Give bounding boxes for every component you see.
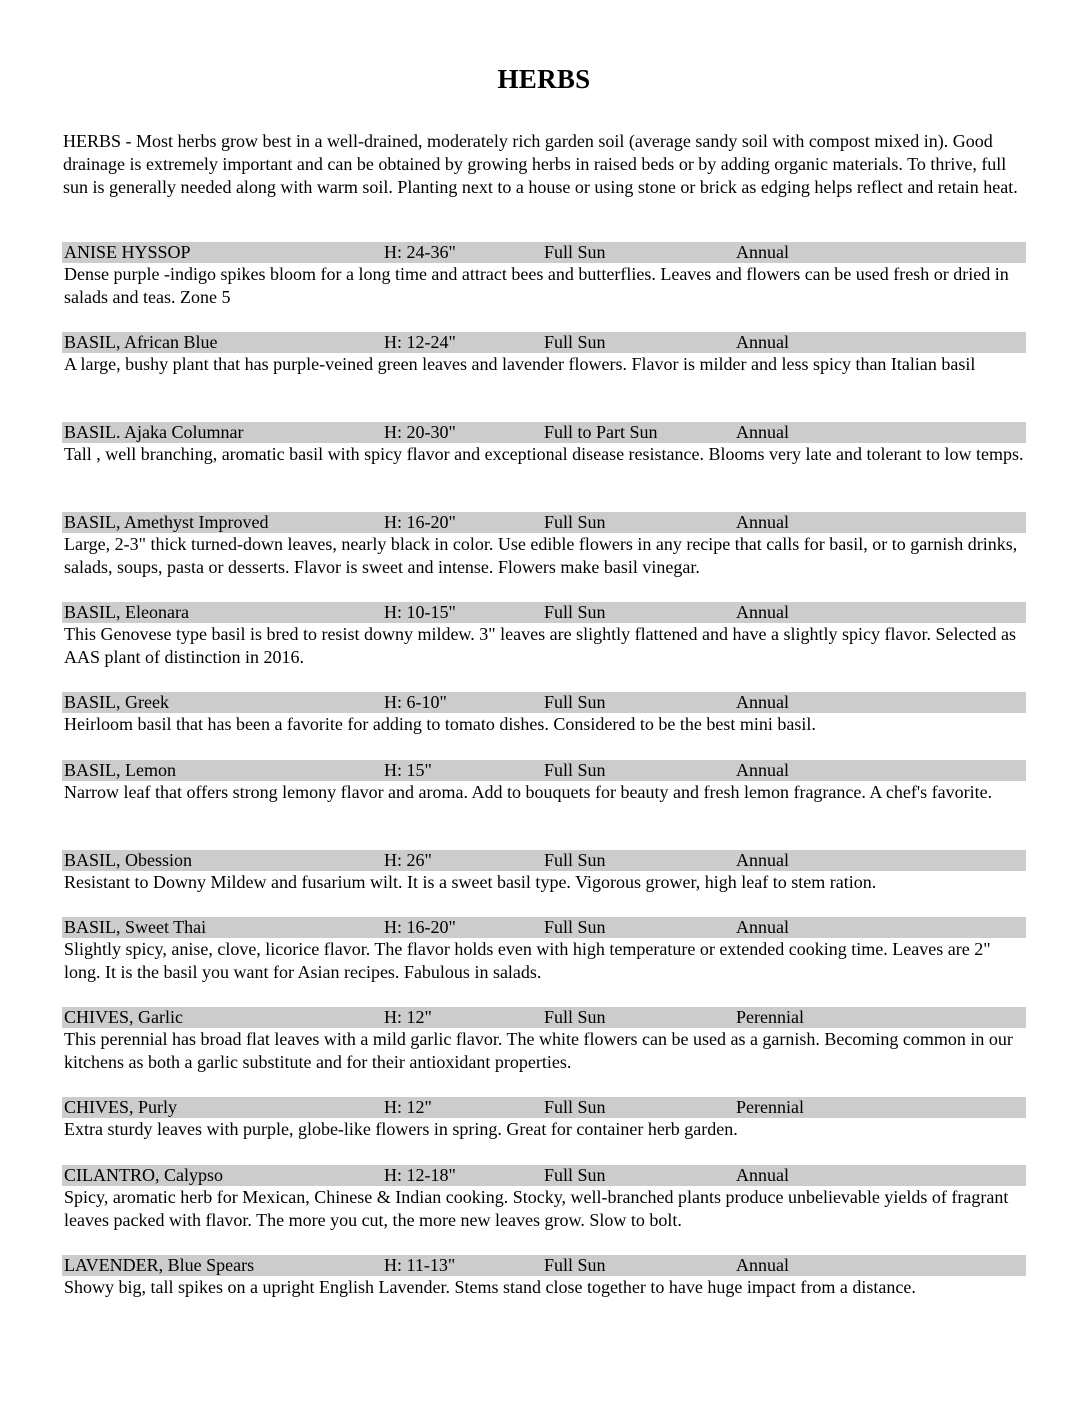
herb-entry-header — [62, 242, 1026, 263]
herb-plant-type: Perennial — [736, 1007, 804, 1027]
herb-name: CHIVES, Purly — [64, 1097, 178, 1117]
herb-name: BASIL, Sweet Thai — [64, 917, 207, 937]
herb-name: CHIVES, Garlic — [64, 1007, 183, 1027]
herb-name: BASIL. Ajaka Columnar — [64, 422, 244, 442]
herb-description: Spicy, aromatic herb for Mexican, Chinese & Indian cooking. Stocky, well-branched plants produce unbelievable yields of fragrant leaves packed with flavor. The more you cut, the more new leaves grow. Slow to bolt. — [64, 1187, 1009, 1230]
herb-entry — [62, 242, 1026, 309]
herb-entry-header — [62, 850, 1026, 871]
herb-entry — [62, 332, 1026, 376]
herb-description: Dense purple -indigo spikes bloom for a long time and attract bees and butterflies. Leaves and flowers can be used fresh or dried in salads and teas. Zone 5 — [64, 264, 1009, 307]
page-title: HERBS — [497, 64, 591, 94]
herb-entry — [62, 850, 1026, 894]
herb-description: Slightly spicy, anise, clove, licorice flavor. The flavor holds even with high temperature or extended cooking time. Leaves are 2" long. It is the basil you want for Asian recipes. Fabulous in salads. — [64, 939, 991, 982]
herb-description: Tall , well branching, aromatic basil with spicy flavor and exceptional disease resistance. Blooms very late and tolerant to low temps. — [64, 444, 1024, 464]
herb-height: H: 16-20" — [384, 917, 456, 937]
herb-entry — [62, 1255, 1026, 1299]
herb-plant-type: Perennial — [736, 1097, 804, 1117]
herb-sun-requirement: Full Sun — [544, 1255, 606, 1275]
herb-entry-header — [62, 512, 1026, 533]
intro-paragraph: HERBS - Most herbs grow best in a well-drained, moderately rich garden soil (average sandy soil with compost mixed in). Good drainage is extremely important and can be obtained by growing herbs in raised beds or by adding organic materials. To thrive, full sun is generally needed along with warm soil. Planting next to a house or using stone or brick as edging helps reflect and retain heat. — [63, 131, 1018, 198]
herb-height: H: 12" — [384, 1097, 432, 1117]
herb-entry-header — [62, 1255, 1026, 1276]
herb-description: This Genovese type basil is bred to resist downy mildew. 3" leaves are slightly flattened and have a slightly spicy flavor. Selected as AAS plant of distinction in 2016. — [64, 624, 1016, 667]
herb-entry-header — [62, 1007, 1026, 1028]
herb-plant-type: Annual — [736, 760, 789, 780]
herb-name: LAVENDER, Blue Spears — [64, 1255, 255, 1275]
herb-name: ANISE HYSSOP — [64, 242, 191, 262]
herb-entry — [62, 512, 1026, 579]
herb-plant-type: Annual — [736, 1255, 789, 1275]
herb-plant-type: Annual — [736, 850, 789, 870]
herb-entry-header — [62, 332, 1026, 353]
herb-sun-requirement: Full Sun — [544, 1097, 606, 1117]
herb-height: H: 20-30" — [384, 422, 456, 442]
herb-sun-requirement: Full Sun — [544, 760, 606, 780]
herb-height: H: 24-36" — [384, 242, 456, 262]
herb-plant-type: Annual — [736, 602, 789, 622]
herb-description: Resistant to Downy Mildew and fusarium wilt. It is a sweet basil type. Vigorous grower, high leaf to stem ration. — [64, 872, 877, 892]
herb-sun-requirement: Full Sun — [544, 332, 606, 352]
herb-plant-type: Annual — [736, 692, 789, 712]
herb-sun-requirement: Full Sun — [544, 1165, 606, 1185]
herb-sun-requirement: Full Sun — [544, 1007, 606, 1027]
herb-height: H: 11-13" — [384, 1255, 456, 1275]
herb-name: BASIL, Lemon — [64, 760, 176, 780]
herb-plant-type: Annual — [736, 512, 789, 532]
herb-entry — [62, 917, 1026, 984]
herb-name: BASIL, Amethyst Improved — [64, 512, 269, 532]
herb-sun-requirement: Full Sun — [544, 692, 606, 712]
herb-entry — [62, 1007, 1026, 1074]
herb-sun-requirement: Full Sun — [544, 602, 606, 622]
herb-height: H: 26" — [384, 850, 432, 870]
herb-entry — [62, 422, 1026, 466]
herb-height: H: 12-24" — [384, 332, 456, 352]
herb-entry-header — [62, 760, 1026, 781]
herb-height: H: 6-10" — [384, 692, 447, 712]
herb-entry — [62, 760, 1026, 804]
herb-height: H: 15" — [384, 760, 432, 780]
herb-sun-requirement: Full Sun — [544, 512, 606, 532]
herb-sun-requirement: Full Sun — [544, 850, 606, 870]
herb-description: Extra sturdy leaves with purple, globe-like flowers in spring. Great for container herb garden. — [64, 1119, 738, 1139]
herb-plant-type: Annual — [736, 422, 789, 442]
herb-height: H: 10-15" — [384, 602, 456, 622]
herb-entry-header — [62, 692, 1026, 713]
herb-name: BASIL, African Blue — [64, 332, 218, 352]
herb-sun-requirement: Full Sun — [544, 242, 606, 262]
herb-plant-type: Annual — [736, 917, 789, 937]
herb-height: H: 12-18" — [384, 1165, 456, 1185]
herb-description: Showy big, tall spikes on a upright English Lavender. Stems stand close together to have huge impact from a distance. — [64, 1277, 916, 1297]
herb-description: Large, 2-3" thick turned-down leaves, nearly black in color. Use edible flowers in any recipe that calls for basil, or to garnish drinks, salads, soups, pasta or desserts. Flavor is sweet and intense. Flowers make basil vinegar. — [64, 534, 1018, 577]
herb-entry — [62, 1165, 1026, 1232]
herb-name: BASIL, Eleonara — [64, 602, 189, 622]
herb-height: H: 12" — [384, 1007, 432, 1027]
herb-description: Heirloom basil that has been a favorite for adding to tomato dishes. Considered to be the best mini basil. — [64, 714, 816, 734]
herb-description: A large, bushy plant that has purple-veined green leaves and lavender flowers. Flavor is milder and less spicy than Italian basil — [64, 354, 976, 374]
herb-description: Narrow leaf that offers strong lemony flavor and aroma. Add to bouquets for beauty and fresh lemon fragrance. A chef's favorite. — [64, 782, 993, 802]
herb-description: This perennial has broad flat leaves with a mild garlic flavor. The white flowers can be used as a garnish. Becoming common in our kitchens as both a garlic substitute and for their antioxidant properties. — [64, 1029, 1013, 1072]
herb-entry-header — [62, 917, 1026, 938]
herb-entry-header — [62, 1165, 1026, 1186]
herb-entry-header — [62, 422, 1026, 443]
herb-name: CILANTRO, Calypso — [64, 1165, 223, 1185]
herb-sun-requirement: Full to Part Sun — [544, 422, 658, 442]
herb-height: H: 16-20" — [384, 512, 456, 532]
herb-entry — [62, 602, 1026, 669]
herb-sun-requirement: Full Sun — [544, 917, 606, 937]
herb-name: BASIL, Obession — [64, 850, 193, 870]
herb-plant-type: Annual — [736, 242, 789, 262]
herb-entry — [62, 692, 1026, 736]
herb-plant-type: Annual — [736, 1165, 789, 1185]
herb-name: BASIL, Greek — [64, 692, 169, 712]
herb-entry — [62, 1097, 1026, 1141]
herb-entry-header — [62, 602, 1026, 623]
herb-plant-type: Annual — [736, 332, 789, 352]
herb-entry-header — [62, 1097, 1026, 1118]
